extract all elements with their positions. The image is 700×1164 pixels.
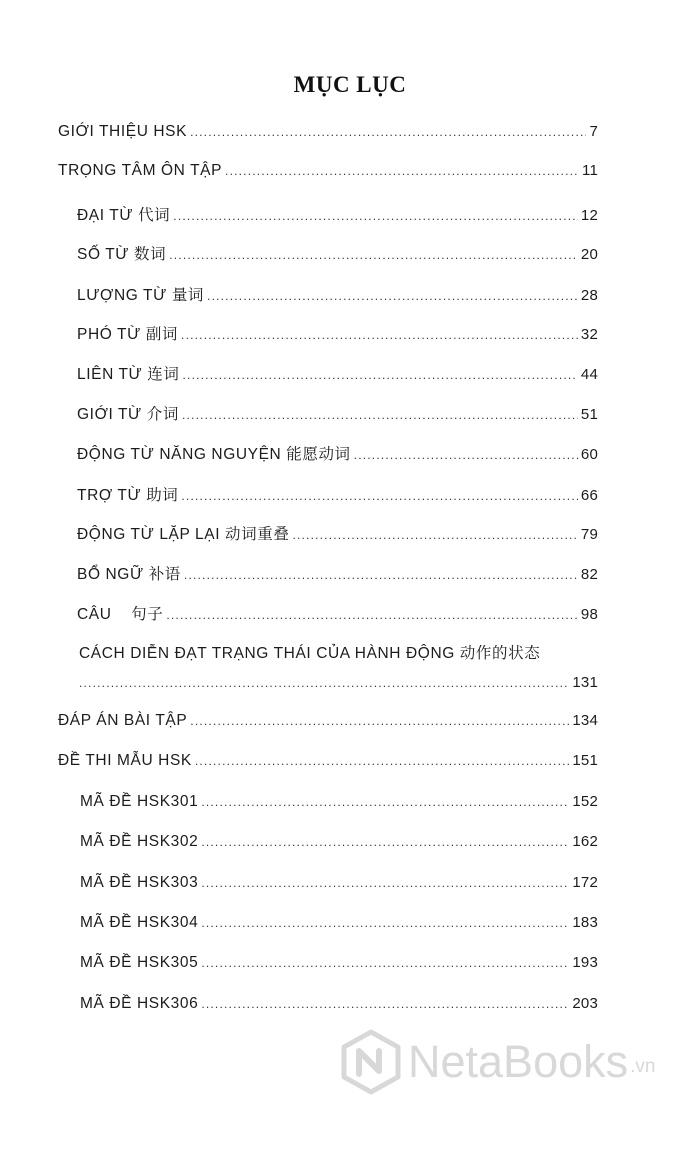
toc-entry-page: 203 [572, 995, 598, 1012]
toc-entry-label: ĐỘNG TỪ LẶP LẠI 动词重叠 [77, 526, 290, 543]
toc-entry-page: 28 [580, 287, 598, 304]
watermark-brand: NetaBooks [408, 1036, 629, 1087]
toc-entry [80, 995, 598, 1013]
dot-leader [201, 835, 569, 849]
toc-entry-page: 79 [580, 526, 598, 543]
toc-entry-label: ĐÁP ÁN BÀI TẬP [58, 712, 188, 729]
dot-leader [201, 956, 569, 970]
dot-leader [183, 368, 578, 382]
toc-entry [77, 322, 598, 344]
netabooks-watermark [340, 1026, 680, 1098]
dot-leader [181, 489, 578, 503]
toc-entry-page: 32 [580, 326, 598, 343]
toc-entry-label: LƯỢNG TỪ 量词 [77, 287, 205, 304]
toc-entry [58, 712, 598, 730]
toc-entry-page: 7 [589, 123, 598, 140]
dot-leader [201, 795, 569, 809]
dot-leader [79, 676, 569, 690]
toc-entry [80, 954, 598, 972]
toc-entry-label: MÃ ĐỀ HSK304 [80, 914, 199, 931]
toc-entry [77, 283, 598, 305]
dot-leader [201, 876, 569, 890]
toc-entry [80, 793, 598, 811]
dot-leader [201, 997, 569, 1011]
toc-entry-label: CÂU 句子 [77, 606, 164, 623]
dot-leader [292, 528, 577, 542]
dot-leader [182, 408, 578, 422]
dot-leader [184, 568, 578, 582]
toc-entry-page: 82 [580, 566, 598, 583]
toc-entry-label: LIÊN TỪ 连词 [77, 366, 180, 383]
toc-entry [79, 674, 598, 691]
toc-entry-page: 162 [572, 833, 598, 850]
toc-entry-label: MÃ ĐỀ HSK301 [80, 793, 199, 810]
toc-entry-page: 20 [580, 246, 598, 263]
dot-leader [169, 248, 578, 262]
toc-entry-label: BỔ NGỮ 补语 [77, 566, 181, 583]
dot-leader [190, 714, 569, 728]
page-title: MỤC LỤC [293, 72, 407, 97]
toc-entry-label: SỐ TỪ 数词 [77, 246, 167, 263]
toc-entry [58, 752, 598, 770]
toc-entry-label: ĐẠI TỪ 代词 [77, 207, 171, 224]
toc-entry [58, 162, 598, 180]
toc-entry-label: GIỚI THIỆU HSK [58, 123, 188, 140]
toc-entry [77, 242, 598, 264]
toc-entry-page: 172 [572, 874, 598, 891]
toc-entry-page: 193 [572, 954, 598, 971]
toc-entry-page: 134 [572, 712, 598, 729]
netabooks-logo-icon [340, 1029, 402, 1095]
toc-entry-page: 151 [572, 752, 598, 769]
toc-entry [77, 562, 598, 584]
toc-entry-label: MÃ ĐỀ HSK305 [80, 954, 199, 971]
dot-leader [190, 125, 586, 139]
toc-entry-label: MÃ ĐỀ HSK302 [80, 833, 199, 850]
toc-entry-page: 66 [580, 487, 598, 504]
toc-entry-page: 51 [580, 406, 598, 423]
toc-entry-page: 60 [580, 446, 598, 463]
toc-entry-page: 98 [580, 606, 598, 623]
dot-leader [173, 209, 578, 223]
toc-entry-label: TRỌNG TÂM ÔN TẬP [58, 162, 223, 179]
dot-leader [207, 289, 578, 303]
dot-leader [166, 608, 578, 622]
toc-entry-label: MÃ ĐỀ HSK303 [80, 874, 199, 891]
dot-leader [181, 328, 578, 342]
dot-leader [354, 448, 578, 462]
toc-entry-page: 11 [582, 162, 598, 179]
dot-leader [195, 754, 570, 768]
toc-entry-label: MÃ ĐỀ HSK306 [80, 995, 199, 1012]
toc-entry [77, 203, 598, 225]
toc-entry-label: TRỢ TỪ 助词 [77, 487, 179, 504]
toc-entry-page: 183 [572, 914, 598, 931]
toc-entry-page: 152 [572, 793, 598, 810]
watermark-tld: .vn [630, 1056, 656, 1077]
toc-entry [80, 914, 598, 932]
toc-entry-label: ĐỘNG TỪ NĂNG NGUYỆN 能愿动词 [77, 446, 351, 463]
toc-entry [77, 483, 598, 505]
toc-entry [80, 833, 598, 851]
toc-entry-label: CÁCH DIỄN ĐẠT TRẠNG THÁI CỦA HÀNH ĐỘNG 动作的状态 [79, 645, 541, 662]
toc-entry-label: ĐỀ THI MẪU HSK [58, 752, 192, 769]
toc-entry-page: 131 [572, 674, 598, 691]
toc-entry [77, 442, 598, 464]
toc-entry [77, 522, 598, 544]
toc-entry [77, 362, 598, 384]
dot-leader [225, 164, 579, 178]
toc-entry-label: PHÓ TỪ 副词 [77, 326, 179, 343]
toc-entry [77, 602, 598, 624]
toc-entry-page: 44 [580, 366, 598, 383]
dot-leader [201, 916, 569, 930]
toc-entry [58, 123, 598, 141]
toc-entry-label: GIỚI TỪ 介词 [77, 406, 179, 423]
toc-entry [77, 402, 598, 424]
toc-entry-page: 12 [580, 207, 598, 224]
toc-entry [80, 874, 598, 892]
